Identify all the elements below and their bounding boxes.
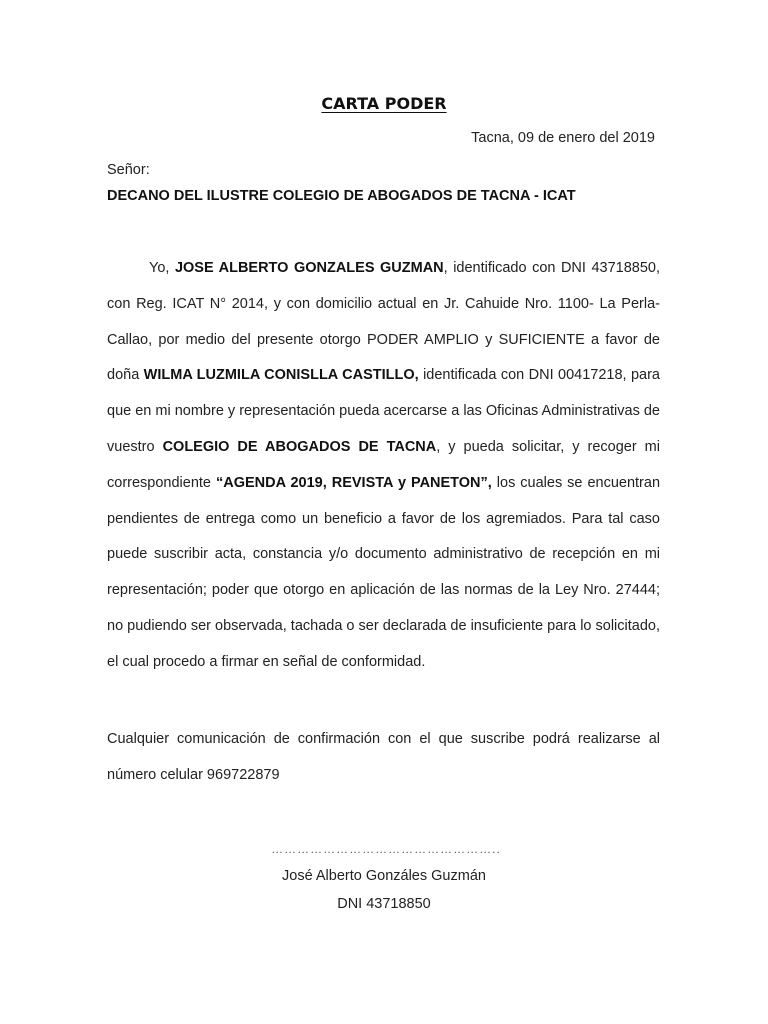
signature-line: …………………………………………….. (271, 842, 501, 856)
main-paragraph (107, 251, 660, 681)
paragraph-text: Yo, (149, 260, 175, 276)
recipient: DECANO DEL ILUSTRE COLEGIO DE ABOGADOS DE TACNA - ICAT (107, 188, 576, 204)
document-title: CARTA PODER (321, 94, 447, 113)
signatory-name: José Alberto Gonzáles Guzmán (282, 868, 486, 884)
proxy-name: WILMA LUZMILA CONISLLA CASTILLO, (143, 367, 419, 384)
signatory-dni: DNI 43718850 (337, 896, 431, 912)
document-date: Tacna, 09 de enero del 2019 (471, 130, 655, 146)
items-list: “AGENDA 2019, REVISTA y PANETON”, (215, 474, 492, 491)
grantor-name: JOSE ALBERTO GONZALES GUZMAN (174, 260, 444, 276)
salutation: Señor: (107, 162, 150, 178)
paragraph-text: identificada con DNI 00417218, para que en mi nombre y representación pueda acercarse a las Oficinas Administrativas de vuestro (107, 367, 660, 455)
contact-paragraph: Cualquier comunicación de confirmación con el que suscribe podrá realizarse al número celular 969722879 (107, 731, 660, 783)
institution-name: COLEGIO DE ABOGADOS DE TACNA (162, 438, 437, 455)
paragraph-text: los cuales se encuentran pendientes de entrega como un beneficio a favor de los agremiados. Para tal caso puede suscribir acta, constancia y/o documento administrativo de recepción en mi representación; poder que otorgo en aplicación de las normas de la Ley Nro. 27444; no pudiendo ser observada, tachada o ser declarada de insuficiente para lo solicitado, el cual procedo a firmar en señal de conformidad. (107, 474, 661, 670)
paragraph-text: , identificado con DNI 43718850, con Reg. ICAT N° 2014, y con domicilio actual en Jr. Cahuide Nro. 1100- La Perla- Callao, por medio del presente otorgo PODER AMPLIO y SUFICIENTE a favor de doña (107, 260, 660, 384)
paragraph-text: , y pueda solicitar, y recoger mi correspondiente (107, 438, 660, 491)
